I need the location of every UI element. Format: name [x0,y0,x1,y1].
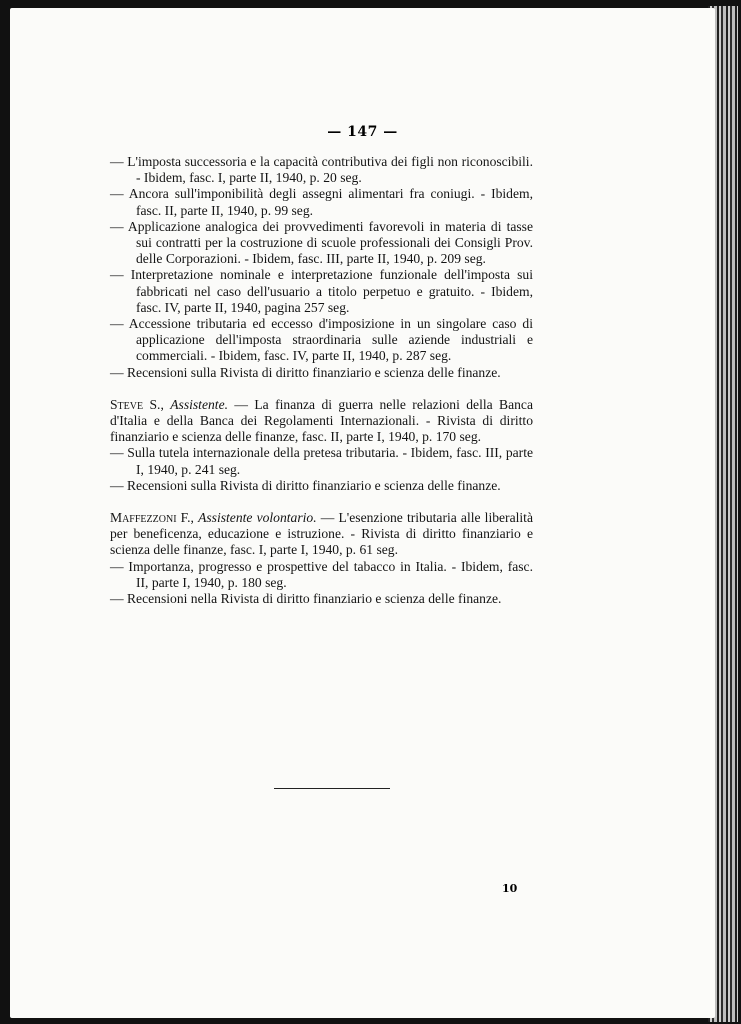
bibliography-entry: — Recensioni sulla Rivista di diritto finanziario e scienza delle finanze. [110,477,501,493]
bibliography-body [110,154,533,607]
author-lead-entry [110,510,533,559]
lead-text: — L'esenzione tributaria alle liberalità per beneficenza, educazione e istruzione. - Rivista di diritto finanziario e scienza delle finanze, fasc. I, parte I, 1940, p. 61 seg. [110,510,533,558]
bibliography-entry: — Importanza, progresso e prospettive del tabacco in Italia. - Ibidem, fasc. II, parte I, 1940, p. 180 seg. [110,558,533,590]
bibliography-entry: — Recensioni nella Rivista di diritto finanziario e scienza delle finanze. [110,591,502,607]
bibliography-entry: — Interpretazione nominale e interpretazione funzionale dell'imposta sui fabbricati nel caso dell'usuario a titolo perpetuo e gratuito. - Ibidem, fasc. IV, parte II, 1940, pagina 257 seg. [110,267,533,315]
author-role: Assistente volontario. [198,510,317,526]
bibliography-entry: — Ancora sull'imponibilità degli assegni alimentari fra coniugi. - Ibidem, fasc. II, parte II, 1940, p. 99 seg. [110,186,533,218]
bibliography-entry: — L'imposta successoria e la capacità contributiva dei figli non riconoscibili. - Ibidem, fasc. I, parte II, 1940, p. 20 seg. [110,154,533,186]
page-number: — 147 — [327,124,398,140]
bibliography-entry: — Accessione tributaria ed eccesso d'imposizione in un singolare caso di applicazione dell'imposta straordinaria sulle aziende industriali e commerciali. - Ibidem, fasc. IV, parte II, 1940, p. 287 seg. [110,316,533,364]
author-name: Steve S., [110,396,164,412]
lead-text: — La finanza di guerra nelle relazioni della Banca d'Italia e della Banca dei Regolamenti Internazionali. - Rivista di diritto finanziario e scienza delle finanze, fasc. II, parte I, 1940, p. 170 seg. [110,396,533,445]
document-page [10,8,715,1018]
signature-number: 10 [502,882,518,895]
bibliography-entry: — Recensioni sulla Rivista di diritto finanziario e scienza delle finanze. [110,364,501,380]
author-section-steve [110,397,533,494]
bibliography-entry: — Applicazione analogica dei provvedimenti favorevoli in materia di tasse sui contratti per la costruzione di scuole professionali dei Consigli Prov. delle Corporazioni. - Ibidem, fasc. III, parte II, 1940, p. 209 seg. [110,218,533,267]
author-lead-entry [110,397,533,446]
bibliography-entry: — Sulla tutela internazionale della pretesa tributaria. - Ibidem, fasc. III, parte I, 1940, p. 241 seg. [110,445,533,477]
author-name: Maffezzoni F., [110,510,194,526]
first-author-entries [110,154,533,381]
author-role: Assistente. [170,396,229,412]
closing-rule [274,788,390,789]
author-section-maffezzoni [110,510,533,607]
